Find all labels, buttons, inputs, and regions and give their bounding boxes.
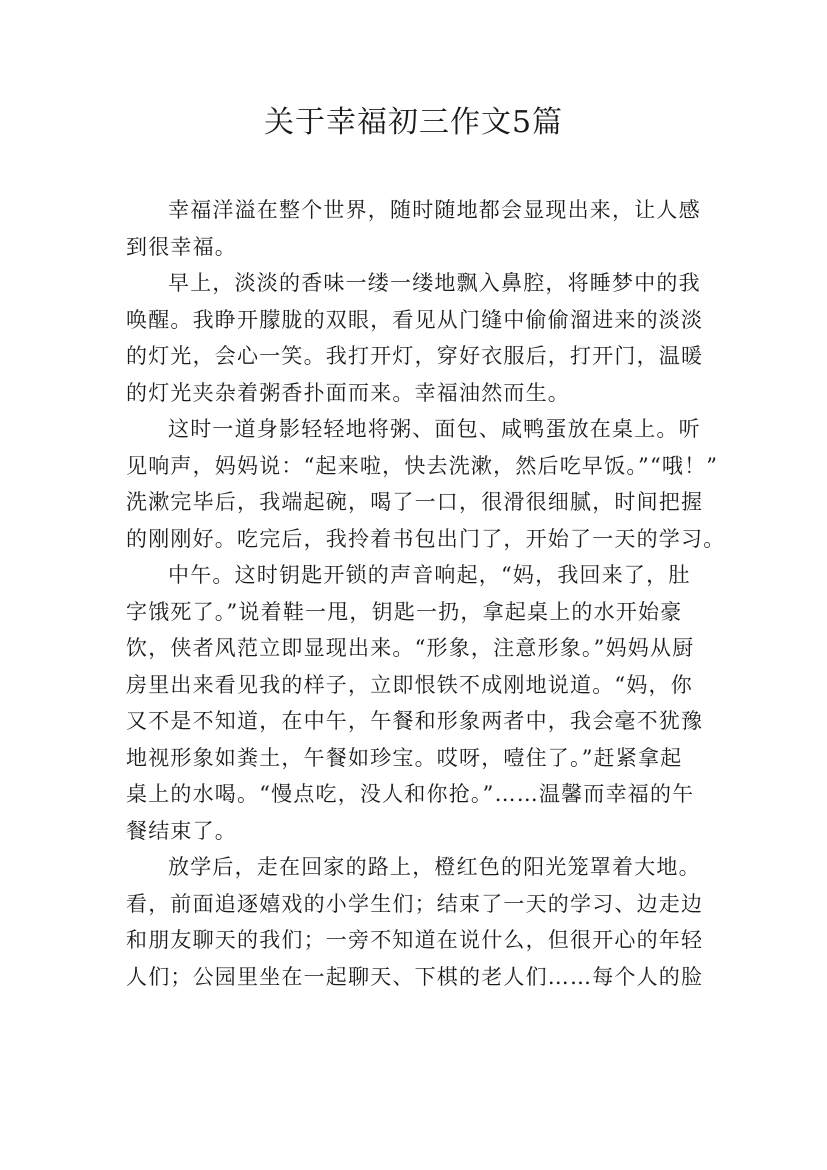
text-line: 字饿死了。”说着鞋一甩，钥匙一扔，拿起桌上的水开始豪 (126, 599, 683, 624)
text-line: 早上，淡淡的香味一缕一缕地飘入鼻腔，将睡梦中的我 (168, 271, 701, 295)
text-line: 这时一道身影轻轻地将粥、面包、咸鸭蛋放在桌上。听 (168, 417, 701, 441)
text-line: 桌上的水喝。“慢点吃，没人和你抢。”……温馨而幸福的午 (126, 782, 695, 806)
text-line: 的灯光，会心一笑。我打开灯，穿好衣服后，打开门，温暖 (126, 344, 704, 368)
text-line: 幸福洋溢在整个世界，随时随地都会显现出来，让人感 (168, 198, 701, 222)
paragraph-4 (126, 557, 706, 849)
text-line: 看，前面追逐嬉戏的小学生们；结束了一天的学习、边走边 (126, 891, 704, 916)
text-line: 房里出来看见我的样子，立即恨铁不成刚地说道。“妈，你 (126, 672, 693, 697)
text-line: 饮，侠者风范立即显现出来。“形象，注意形象。”妈妈从厨 (126, 636, 695, 660)
text-line: 的刚刚好。吃完后，我拎着书包出门了，开始了一天的学习。 (126, 526, 726, 551)
text-line: 放学后，走在回家的路上，橙红色的阳光笼罩着大地。 (168, 855, 701, 879)
text-line: 见响声，妈妈说：“起来啦，快去洗漱，然后吃早饭。”“哦！” (126, 453, 719, 478)
text-line: 洗漱完毕后，我端起碗，喝了一口，很滑很细腻，时间把握 (126, 490, 704, 514)
text-line: 中午。这时钥匙开锁的声音响起，“妈，我回来了，肚 (168, 563, 691, 587)
paragraph-3 (126, 411, 726, 557)
document-body (126, 192, 726, 995)
paragraph-5 (126, 849, 706, 995)
text-line: 人们；公园里坐在一起聊天、下棋的老人们……每个人的脸 (126, 964, 704, 989)
paragraph-1 (126, 192, 706, 265)
text-line: 唤醒。我睁开朦胧的双眼，看见从门缝中偷偷溜进来的淡淡 (126, 307, 704, 332)
text-line: 的灯光夹杂着粥香扑面而来。幸福油然而生。 (126, 380, 570, 405)
text-line: 餐结束了。 (126, 818, 237, 843)
text-line: 和朋友聊天的我们；一旁不知道在说什么，但很开心的年轻 (126, 928, 704, 952)
paragraph-2 (126, 265, 706, 411)
text-line: 又不是不知道，在中午，午餐和形象两者中，我会毫不犹豫 (126, 709, 704, 733)
text-line: 地视形象如粪土，午餐如珍宝。哎呀，噎住了。”赶紧拿起 (126, 745, 683, 770)
document-title: 关于幸福初三作文5篇 (263, 105, 564, 140)
text-line: 到很幸福。 (126, 234, 237, 259)
